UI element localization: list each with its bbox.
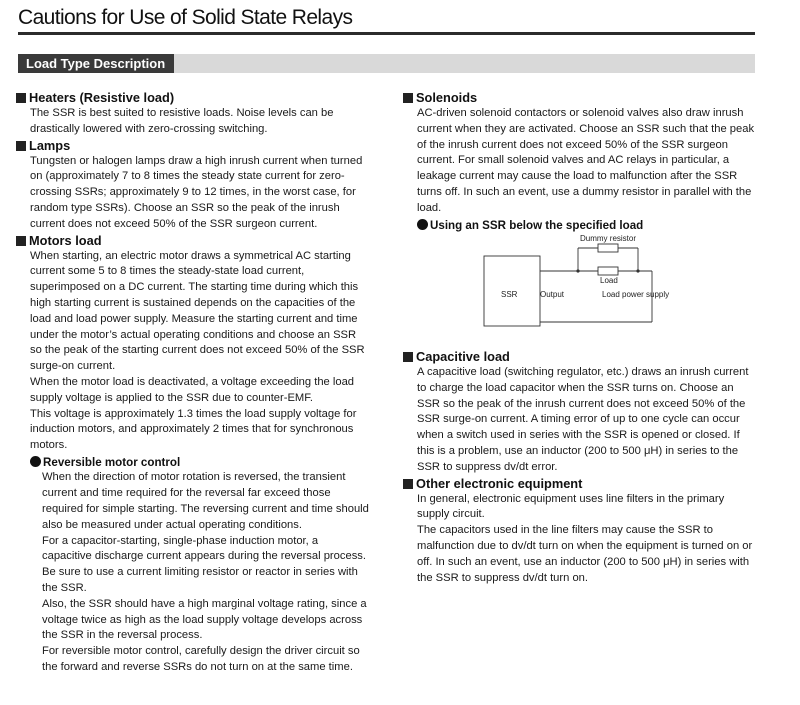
other-text [417,492,765,587]
text-line: SSR to suppress dv/dt error. [417,460,558,473]
text-line: off. In such an event, use an inductor (200 to 500 μH) in series with [417,555,750,568]
square-bullet-icon [16,141,26,151]
text-line: required for simple starting. The reversing current and time should [42,503,369,516]
text-line: Also, the SSR should have a high marginal voltage rating, since a [42,597,367,610]
reversible-heading: Reversible motor control [30,455,378,471]
motors-heading: Motors load [16,233,378,249]
text-line: In general, electronic equipment uses line filters in the primary [417,492,725,505]
other-heading: Other electronic equipment [403,476,765,492]
solenoids-heading: Solenoids [403,90,765,106]
page-title: Cautions for Use of Solid State Relays [18,6,353,29]
output-label: Output [540,290,565,299]
text-line: turns off. In such an event, use a dummy resistor in parallel with the [417,185,752,198]
text-line: The SSR is best suited to resistive loads. Noise levels can be [30,107,334,119]
capacitive-text [417,365,765,476]
load-label: Load [600,276,618,285]
text-line: supply circuit. [417,508,485,521]
text-line: of the inrush current does not exceed 50% of the SSR surgeon [417,138,728,151]
text-line: capacitive discharge current appears during the reversal process. [42,550,366,563]
square-bullet-icon [16,236,26,246]
heaters-heading: Heaters (Resistive load) [16,90,378,106]
text-line: on (approximately 7 to 8 times the steady state current for zero- [30,170,345,183]
junction-dot [636,269,639,272]
ssr-label: SSR [501,290,518,299]
text-line: This voltage is approximately 1.3 times the load supply voltage for [30,407,357,420]
square-bullet-icon [16,93,26,103]
text-line: load and load power supply. Measure the starting current and time [30,312,358,325]
text-line: A capacitive load (switching regulator, etc.) draws an inrush current [417,366,749,379]
text-line: malfunction due to dv/dt turn on when the equipment is turned on or [417,540,753,553]
text-line: AC-driven solenoid contactors or solenoid valves also draw inrush [417,107,744,119]
text-line: when a switch used in series with the SSR is opened or closed. If [417,429,740,442]
text-line: so the peak of the starting current does not exceed 50% of the SSR [30,344,365,357]
dummy-resistor-symbol [598,244,618,252]
square-bullet-icon [403,479,413,489]
dummy-resistor-circuit-diagram [470,231,700,331]
load-power-supply-label: Load power supply [602,290,670,299]
text-line: load. [417,201,442,214]
text-line: drastically lowered with zero-crossing switching. [30,122,268,135]
heaters-text [30,106,378,138]
text-line: random type SSRs). Choose an SSR so the peak of the inrush [30,201,340,214]
below-load-heading: Using an SSR below the specified load [417,218,765,234]
motors-text [30,249,378,454]
text-line: SSR so the peak of the inrush current does not exceed 50% of the [417,397,746,410]
square-bullet-icon [403,93,413,103]
text-line: the SSR. [42,582,87,595]
text-line: supply voltage is applied to the SSR due to counter-EMF. [30,391,313,404]
text-line: to charge the load capacitor when the SSR turns on. Choose an [417,381,734,394]
text-line: SSR surge-on current. A timing error of up to one cycle can occur [417,413,740,426]
right-column [403,90,765,586]
circle-bullet-icon [417,219,428,230]
lamps-heading: Lamps [16,138,378,154]
reversible-text [42,470,378,675]
text-line: surge-on current. [30,360,116,373]
text-line: motors. [30,439,68,452]
capacitive-heading: Capacitive load [403,349,765,365]
section-label: Load Type Description [18,54,174,73]
text-line: current. For small solenoid valves and AC relays in particular, a [417,154,730,167]
text-line: For a capacitor-starting, single-phase induction motor, a [42,534,319,547]
text-line: under the motor’s actual operating conditions and choose an SSR [30,328,357,341]
text-line: the forward and reverse SSRs do not turn on at the same time. [42,661,353,673]
circle-bullet-icon [30,456,41,467]
text-line: the SSR in the reversal process. [42,629,203,642]
text-line: high starting current is sustained depends on the capacities of the [30,296,356,309]
text-line: leakage current may cause the load to malfunction after the SSR [417,170,738,183]
text-line: superimposed on a DC current. The starting time during which this [30,281,359,294]
text-line: current does not exceed 50% of the SSR surgeon current. [30,217,318,230]
dummy-resistor-label: Dummy resistor [580,234,637,243]
text-line: When the direction of motor rotation is reversed, the transient [42,471,346,484]
text-line: induction motors, and approximately 2 times that for synchronous [30,423,354,436]
title-rule [18,32,755,35]
text-line: current some 5 to 8 times the steady-state load current, [30,265,305,278]
text-line: also be measured under actual operating conditions. [42,518,302,531]
section-header-bar [18,54,755,73]
text-line: The capacitors used in the line filters may cause the SSR to [417,524,713,537]
text-line: the SSR to suppress dv/dt turn on. [417,571,589,584]
text-line: Be sure to use a current limiting resistor or reactor in series with [42,566,358,579]
text-line: When the motor load is deactivated, a voltage exceeding the load [30,375,355,388]
text-line: current when they are activated. Choose an SSR such that the peak [417,122,755,135]
square-bullet-icon [403,352,413,362]
load-resistor-symbol [598,267,618,275]
junction-dot [576,269,579,272]
text-line: current and time required for the reversal far exceed those [42,487,331,500]
text-line: this is a problem, use an inductor (200 to 500 μH) in series to the [417,445,739,458]
text-line: For reversible motor control, carefully design the driver circuit so [42,645,360,658]
text-line: crossing SSRs; approximately 9 to 12 times, in the worst case, for [30,186,356,199]
text-line: Tungsten or halogen lamps draw a high inrush current when turned [30,154,363,167]
text-line: voltage twice as high as the load supply voltage develops across [42,613,363,626]
text-line: When starting, an electric motor draws a symmetrical AC starting [30,249,351,262]
left-column [16,90,378,676]
solenoids-text [417,106,765,217]
lamps-text [30,154,378,233]
